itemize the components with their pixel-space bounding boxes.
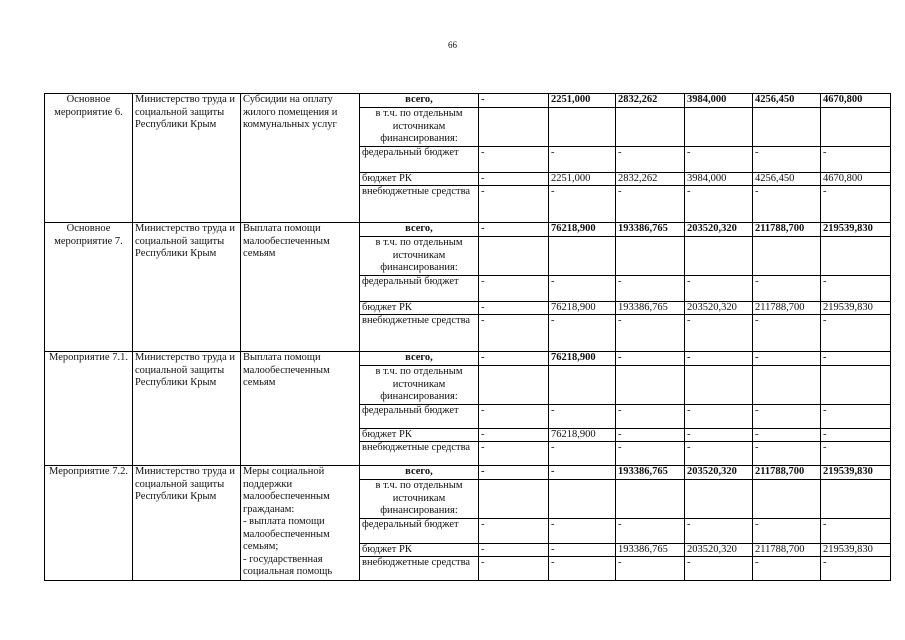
- amount-cell: [479, 237, 549, 276]
- amount-cell: -: [685, 352, 753, 366]
- amount-cell: [821, 366, 891, 405]
- funding-source-cell: федеральный бюджет: [360, 275, 479, 301]
- amount-cell: -: [616, 352, 685, 366]
- amount-cell: 203520,320: [685, 466, 753, 480]
- amount-cell: -: [616, 428, 685, 442]
- amount-cell: 193386,765: [616, 543, 685, 557]
- funding-source-cell: в т.ч. по отдельным источникам финансирования:: [360, 480, 479, 519]
- amount-cell: [685, 366, 753, 405]
- description-cell: Субсидии на оплату жилого помещения и коммунальных услуг: [241, 94, 360, 223]
- amount-cell: 203520,320: [685, 543, 753, 557]
- amount-cell: -: [616, 186, 685, 223]
- amount-cell: -: [479, 518, 549, 543]
- amount-cell: -: [479, 186, 549, 223]
- page-number: 66: [448, 40, 457, 50]
- amount-cell: -: [479, 404, 549, 428]
- amount-cell: [753, 237, 821, 276]
- amount-cell: [753, 108, 821, 147]
- amount-cell: 4256,450: [753, 94, 821, 108]
- funding-source-cell: в т.ч. по отдельным источникам финансирования:: [360, 237, 479, 276]
- description-cell: Меры социальной поддержки малообеспеченным гражданам: - выплата помощи малообеспеченным семьям; - государственная социальная помощь: [241, 466, 360, 581]
- budget-table: [44, 93, 891, 581]
- funding-source-cell: всего,: [360, 466, 479, 480]
- amount-cell: -: [821, 404, 891, 428]
- amount-cell: [821, 108, 891, 147]
- amount-cell: 2251,000: [549, 94, 616, 108]
- amount-cell: -: [821, 428, 891, 442]
- amount-cell: -: [479, 557, 549, 581]
- funding-source-cell: внебюджетные средства: [360, 315, 479, 352]
- amount-cell: [616, 480, 685, 519]
- funding-source-cell: федеральный бюджет: [360, 518, 479, 543]
- amount-cell: [821, 480, 891, 519]
- amount-cell: -: [753, 186, 821, 223]
- amount-cell: [616, 366, 685, 405]
- amount-cell: -: [821, 442, 891, 466]
- amount-cell: 76218,900: [549, 428, 616, 442]
- amount-cell: [685, 237, 753, 276]
- amount-cell: 4256,450: [753, 172, 821, 186]
- amount-cell: -: [616, 404, 685, 428]
- amount-cell: -: [821, 557, 891, 581]
- amount-cell: -: [549, 275, 616, 301]
- executor-cell: Министерство труда и социальной защиты Республики Крым: [133, 352, 241, 466]
- amount-cell: 219539,830: [821, 543, 891, 557]
- amount-cell: 76218,900: [549, 301, 616, 315]
- amount-cell: 2832,262: [616, 172, 685, 186]
- amount-cell: 4670,800: [821, 172, 891, 186]
- amount-cell: 211788,700: [753, 466, 821, 480]
- funding-source-cell: в т.ч. по отдельным источникам финансирования:: [360, 366, 479, 405]
- amount-cell: -: [616, 275, 685, 301]
- amount-cell: -: [685, 557, 753, 581]
- amount-cell: -: [549, 146, 616, 172]
- amount-cell: [549, 237, 616, 276]
- amount-cell: -: [685, 404, 753, 428]
- amount-cell: -: [821, 518, 891, 543]
- funding-source-cell: бюджет РК: [360, 301, 479, 315]
- amount-cell: -: [821, 186, 891, 223]
- amount-cell: -: [549, 518, 616, 543]
- amount-cell: -: [479, 94, 549, 108]
- amount-cell: -: [685, 518, 753, 543]
- amount-cell: -: [616, 442, 685, 466]
- amount-cell: -: [479, 428, 549, 442]
- amount-cell: -: [479, 442, 549, 466]
- amount-cell: -: [685, 315, 753, 352]
- amount-cell: [479, 366, 549, 405]
- amount-cell: -: [821, 352, 891, 366]
- activity-name-cell: Основное мероприятие 6.: [45, 94, 133, 223]
- executor-cell: Министерство труда и социальной защиты Республики Крым: [133, 223, 241, 352]
- amount-cell: -: [549, 466, 616, 480]
- amount-cell: 203520,320: [685, 301, 753, 315]
- amount-cell: 219539,830: [821, 223, 891, 237]
- amount-cell: -: [479, 172, 549, 186]
- amount-cell: [821, 237, 891, 276]
- amount-cell: [549, 108, 616, 147]
- amount-cell: 211788,700: [753, 223, 821, 237]
- amount-cell: 193386,765: [616, 301, 685, 315]
- funding-source-cell: всего,: [360, 94, 479, 108]
- amount-cell: -: [549, 442, 616, 466]
- funding-source-cell: внебюджетные средства: [360, 557, 479, 581]
- amount-cell: -: [479, 146, 549, 172]
- amount-cell: 219539,830: [821, 466, 891, 480]
- amount-cell: -: [479, 352, 549, 366]
- amount-cell: [753, 366, 821, 405]
- amount-cell: 203520,320: [685, 223, 753, 237]
- amount-cell: -: [753, 518, 821, 543]
- activity-name-cell: Основное мероприятие 7.: [45, 223, 133, 352]
- amount-cell: [685, 108, 753, 147]
- amount-cell: -: [479, 315, 549, 352]
- amount-cell: 76218,900: [549, 352, 616, 366]
- amount-cell: -: [616, 315, 685, 352]
- funding-source-cell: всего,: [360, 352, 479, 366]
- activity-name-cell: Мероприятие 7.2.: [45, 466, 133, 581]
- amount-cell: -: [685, 146, 753, 172]
- amount-cell: -: [549, 315, 616, 352]
- amount-cell: -: [616, 557, 685, 581]
- amount-cell: -: [753, 442, 821, 466]
- executor-cell: Министерство труда и социальной защиты Республики Крым: [133, 466, 241, 581]
- amount-cell: -: [753, 275, 821, 301]
- amount-cell: [616, 237, 685, 276]
- amount-cell: -: [821, 146, 891, 172]
- amount-cell: 219539,830: [821, 301, 891, 315]
- amount-cell: -: [479, 466, 549, 480]
- amount-cell: -: [753, 352, 821, 366]
- amount-cell: 4670,800: [821, 94, 891, 108]
- amount-cell: -: [753, 557, 821, 581]
- amount-cell: -: [549, 543, 616, 557]
- funding-source-cell: бюджет РК: [360, 543, 479, 557]
- amount-cell: -: [685, 186, 753, 223]
- amount-cell: -: [821, 275, 891, 301]
- amount-cell: -: [685, 428, 753, 442]
- amount-cell: -: [753, 315, 821, 352]
- funding-source-cell: внебюджетные средства: [360, 442, 479, 466]
- amount-cell: -: [479, 275, 549, 301]
- amount-cell: [549, 366, 616, 405]
- amount-cell: -: [753, 428, 821, 442]
- funding-source-cell: бюджет РК: [360, 428, 479, 442]
- amount-cell: -: [479, 223, 549, 237]
- amount-cell: [549, 480, 616, 519]
- total-row: [45, 466, 891, 480]
- amount-cell: 211788,700: [753, 543, 821, 557]
- amount-cell: -: [685, 442, 753, 466]
- amount-cell: -: [549, 557, 616, 581]
- amount-cell: [479, 108, 549, 147]
- amount-cell: -: [616, 146, 685, 172]
- amount-cell: -: [549, 186, 616, 223]
- amount-cell: 2251,000: [549, 172, 616, 186]
- description-cell: Выплата помощи малообеспеченным семьям: [241, 352, 360, 466]
- total-row: [45, 94, 891, 108]
- funding-source-cell: бюджет РК: [360, 172, 479, 186]
- amount-cell: 193386,765: [616, 223, 685, 237]
- amount-cell: 2832,262: [616, 94, 685, 108]
- amount-cell: [753, 480, 821, 519]
- amount-cell: -: [821, 315, 891, 352]
- total-row: [45, 223, 891, 237]
- description-cell: Выплата помощи малообеспеченным семьям: [241, 223, 360, 352]
- executor-cell: Министерство труда и социальной защиты Республики Крым: [133, 94, 241, 223]
- amount-cell: -: [479, 301, 549, 315]
- amount-cell: -: [616, 518, 685, 543]
- amount-cell: -: [753, 404, 821, 428]
- funding-source-cell: всего,: [360, 223, 479, 237]
- funding-source-cell: федеральный бюджет: [360, 404, 479, 428]
- total-row: [45, 352, 891, 366]
- amount-cell: -: [685, 275, 753, 301]
- activity-name-cell: Мероприятие 7.1.: [45, 352, 133, 466]
- amount-cell: [479, 480, 549, 519]
- amount-cell: -: [753, 146, 821, 172]
- amount-cell: [616, 108, 685, 147]
- amount-cell: [685, 480, 753, 519]
- amount-cell: -: [479, 543, 549, 557]
- funding-source-cell: в т.ч. по отдельным источникам финансирования:: [360, 108, 479, 147]
- amount-cell: -: [549, 404, 616, 428]
- funding-source-cell: внебюджетные средства: [360, 186, 479, 223]
- amount-cell: 76218,900: [549, 223, 616, 237]
- funding-source-cell: федеральный бюджет: [360, 146, 479, 172]
- amount-cell: 211788,700: [753, 301, 821, 315]
- amount-cell: 3984,000: [685, 172, 753, 186]
- amount-cell: 3984,000: [685, 94, 753, 108]
- amount-cell: 193386,765: [616, 466, 685, 480]
